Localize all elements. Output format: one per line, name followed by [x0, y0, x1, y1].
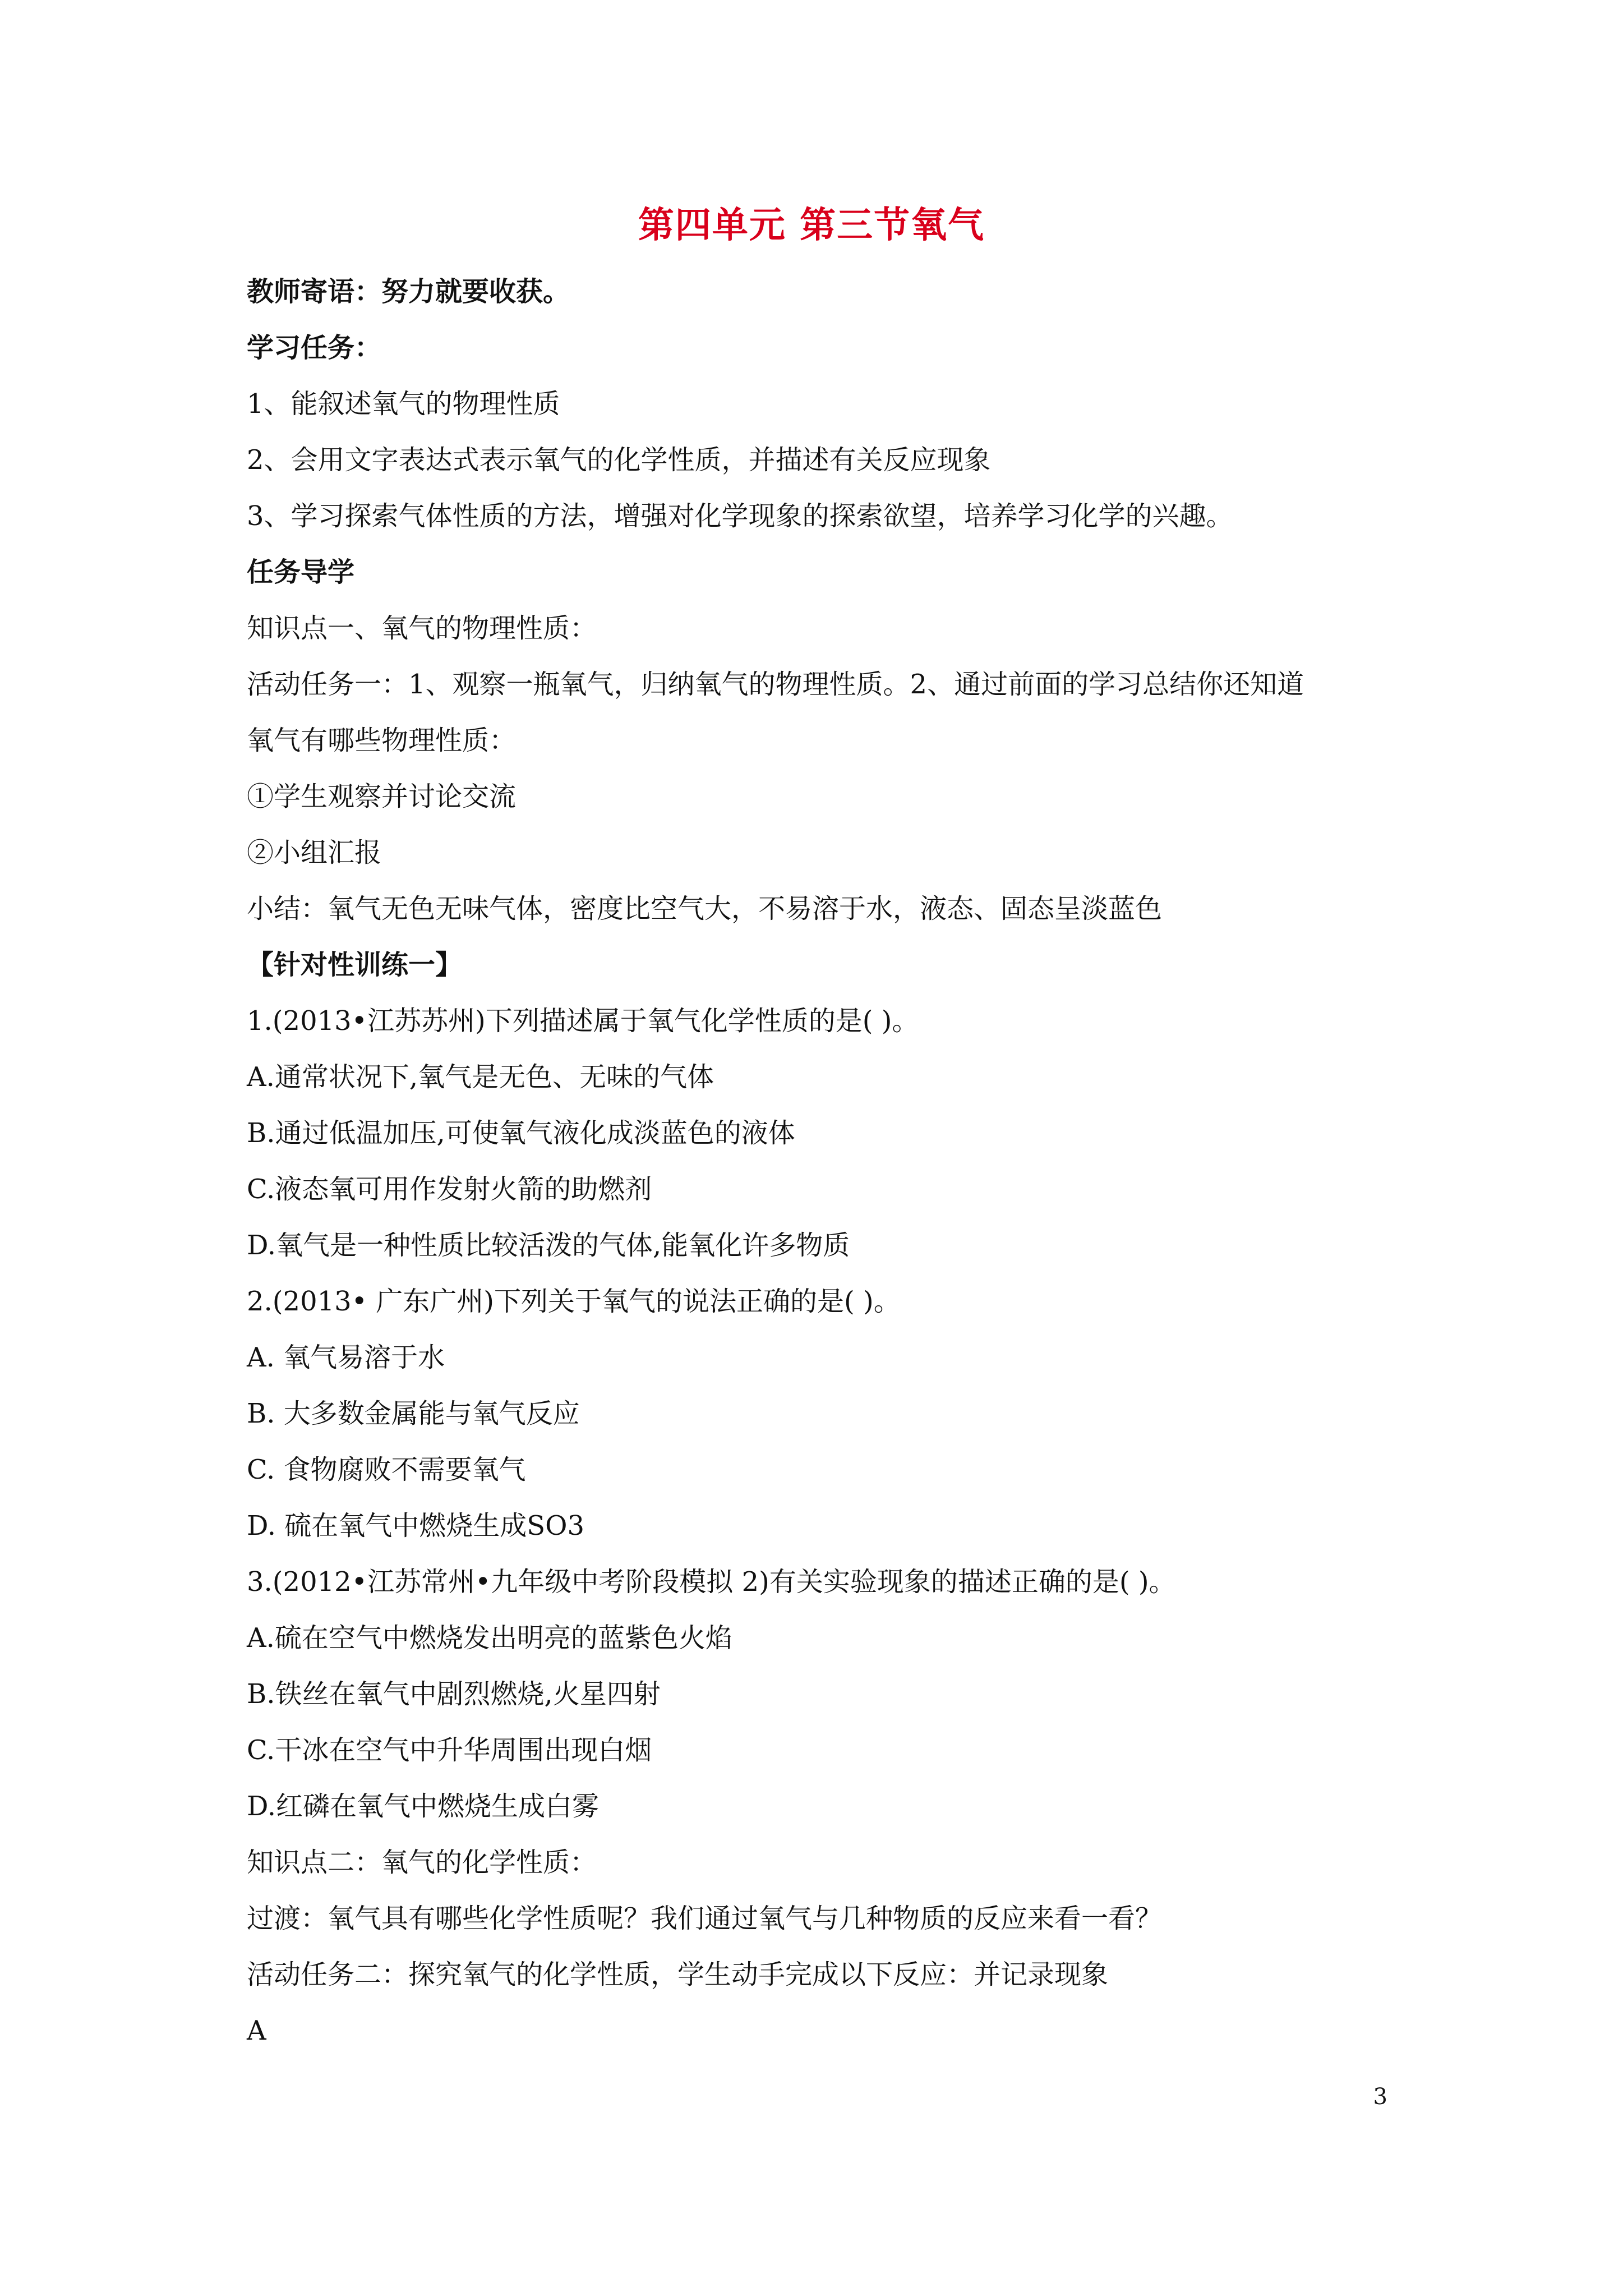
text-line: 活动任务二：探究氧气的化学性质，学生动手完成以下反应：并记录现象: [247, 1959, 1109, 1990]
text-line: 过渡：氧气具有哪些化学性质呢？我们通过氧气与几种物质的反应来看一看？: [247, 1903, 1163, 1934]
text-line: B. 大多数金属能与氧气反应: [247, 1398, 580, 1429]
text-line: A. 氧气易溶于水: [247, 1342, 445, 1373]
text-line: D. 硫在氧气中燃烧生成SO3: [247, 1510, 585, 1542]
text-line: C.干冰在空气中升华周围出现白烟: [247, 1734, 652, 1766]
text-line: B.通过低温加压,可使氧气液化成淡蓝色的液体: [247, 1117, 795, 1149]
text-line: 氧气有哪些物理性质：: [247, 725, 517, 756]
text-line: 1、能叙述氧气的物理性质: [247, 388, 560, 420]
text-line: ①学生观察并讨论交流: [247, 781, 517, 812]
text-line: D.红磷在氧气中燃烧生成白雾: [247, 1791, 600, 1822]
text-line: 2、会用文字表达式表示氧气的化学性质，并描述有关反应现象: [247, 444, 991, 476]
page-title: 第四单元 第三节氧气: [638, 205, 985, 246]
text-line: 3.(2012•江苏常州•九年级中考阶段模拟 2)有关实验现象的描述正确的是( )。: [247, 1566, 1176, 1598]
text-line: 任务导学: [247, 556, 355, 588]
text-line: 3、学习探索气体性质的方法，增强对化学现象的探索欲望，培养学习化学的兴趣。: [247, 500, 1233, 532]
text-line: C. 食物腐败不需要氧气: [247, 1454, 526, 1485]
page-number: 3: [1373, 2084, 1387, 2110]
text-line: 教师寄语：努力就要收获。: [247, 276, 570, 307]
text-line: A.硫在空气中燃烧发出明亮的蓝紫色火焰: [247, 1622, 732, 1654]
text-line: A.通常状况下,氧气是无色、无味的气体: [247, 1061, 714, 1093]
text-line: C.液态氧可用作发射火箭的助燃剂: [247, 1174, 652, 1205]
text-line: 知识点二：氧气的化学性质：: [247, 1847, 597, 1878]
text-line: D.氧气是一种性质比较活泼的气体,能氧化许多物质: [247, 1230, 850, 1261]
text-line: 小结：氧气无色无味气体，密度比空气大，不易溶于水，液态、固态呈淡蓝色: [247, 893, 1163, 924]
text-line: 学习任务：: [247, 332, 382, 364]
text-line: 1.(2013•江苏苏州)下列描述属于氧气化学性质的是( )。: [247, 1005, 919, 1037]
text-line: B.铁丝在氧气中剧烈燃烧,火星四射: [247, 1678, 661, 1710]
text-line: 2.(2013• 广东广州)下列关于氧气的说法正确的是( )。: [247, 1286, 901, 1317]
document-body: [247, 264, 1402, 2059]
text-line: ②小组汇报: [247, 837, 382, 868]
text-line: 【针对性训练一】: [247, 949, 463, 981]
text-line: 知识点一、氧气的物理性质：: [247, 613, 597, 644]
text-line: 活动任务一：1、观察一瓶氧气，归纳氧气的物理性质。2、通过前面的学习总结你还知道: [247, 669, 1304, 700]
text-line: A: [247, 2015, 266, 2046]
